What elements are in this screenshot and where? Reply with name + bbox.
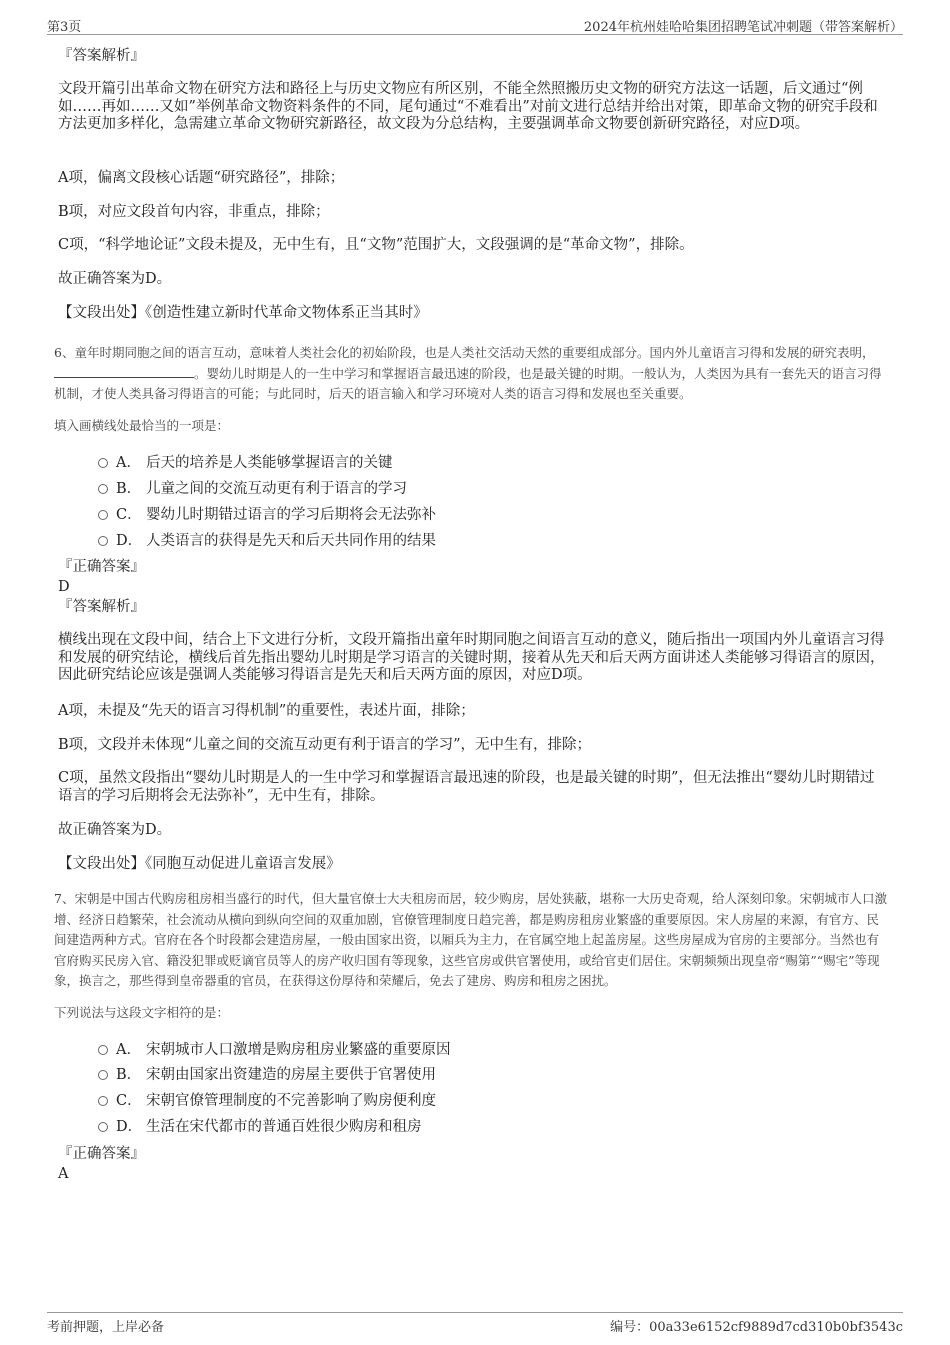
q6-option-c-analysis: C项，虽然文段指出“婴幼儿时期是人的一生中学习和掌握语言最迅速的阶段，也是最关键的时期”，但无法推出“婴幼儿时期错过语言的学习后期将会无法弥补”，无中生有，排除。 [58, 770, 875, 804]
q6-option-d[interactable]: D． 人类语言的获得是先天和后天共同作用的结果 [98, 532, 436, 550]
radio-icon[interactable] [98, 1045, 108, 1055]
q6-prompt: 填入画横线处最恰当的一项是： [54, 418, 230, 433]
q6-answer: D [58, 579, 70, 595]
radio-icon[interactable] [98, 458, 108, 468]
radio-icon[interactable] [98, 1122, 108, 1132]
q6-fill-blank [54, 365, 194, 378]
q7-stem: 7、宋朝是中国古代购房租房相当盛行的时代，但大量官僚士大夫租房而居，较少购房，居处狭蔽，堪称一大历史奇观，给人深刻印象。宋朝城市人口激增、经济日趋繁荣，社会流动从横向到纵向空间的双重加剧，官僚管理制度日趋完善，都是购房租房业繁盛的重要原因。宋人房屋的来源，有官方、民间建造两种方式。官府在各个时段都会建造房屋，一般由国家出资，以厢兵为主力，在官属空地上起盖房屋。这些房屋成为官房的主要部分。当然也有官府购买民房入官、籍没犯罪或贬谪官员等人的房产收归国有等现象，这些官房或供官署使用，或给官吏们居住。宋朝频频出现皇帝“赐第”“赐宅”等现象，换言之，那些得到皇帝器重的官员，在获得这份厚待和荣耀后，免去了建房、购房和租房之困扰。 [54, 891, 887, 988]
q6-option-a-analysis: A项，未提及“先天的语言习得机制”的重要性，表述片面，排除； [58, 703, 475, 719]
q7-answer: A [58, 1166, 69, 1182]
page-footer [47, 1312, 903, 1337]
footer-serial: 编号：00a33e6152cf9889d7cd310b0bf3543c [610, 1320, 903, 1335]
q6-stem-part1: 6、童年时期同胞之间的语言互动，意味着人类社会化的初始阶段，也是人类社交活动天然的重要组成部分。国内外儿童语言习得和发展的研究表明， [54, 345, 875, 360]
footer-slogan: 考前押题，上岸必备 [47, 1320, 165, 1335]
q6-conclusion: 故正确答案为D。 [58, 822, 172, 838]
q5-conclusion: 故正确答案为D。 [58, 271, 172, 287]
q5-source: 【文段出处】《创造性建立新时代革命文物体系正当其时》 [58, 305, 428, 321]
q6-option-b-analysis: B项，文段并未体现“儿童之间的交流互动更有利于语言的学习”，无中生有，排除； [58, 737, 591, 753]
page-number: 第3页 [47, 20, 82, 35]
q7-option-c[interactable]: C． 宋朝官僚管理制度的不完善影响了购房便利度 [98, 1092, 436, 1110]
q5-option-a-analysis: A项，偏离文段核心话题“研究路径”，排除； [58, 170, 345, 186]
radio-icon[interactable] [98, 1070, 108, 1080]
q6-option-b[interactable]: B． 儿童之间的交流互动更有利于语言的学习 [98, 480, 407, 498]
q7-option-a[interactable]: A． 宋朝城市人口激增是购房租房业繁盛的重要原因 [98, 1041, 451, 1059]
q7-option-d[interactable]: D． 生活在宋代都市的普通百姓很少购房和租房 [98, 1118, 422, 1136]
radio-icon[interactable] [98, 1096, 108, 1106]
q5-analysis-label: 『答案解析』 [58, 48, 145, 64]
q6-stem [54, 343, 890, 405]
q6-analysis: 横线出现在文段中间，结合上下文进行分析，文段开篇指出童年时期同胞之间语言互动的意义，随后指出一项国内外儿童语言习得和发展的研究结论，横线后首先指出婴幼儿时期是学习语言的关键时期，接着从先天和后天两方面讲述人类能够习得语言的原因，因此研究结论应该是强调人类能够习得语言是先天和后天两方面的原因，对应D项。 [58, 632, 885, 683]
q6-option-c[interactable]: C． 婴幼儿时期错过语言的学习后期将会无法弥补 [98, 506, 436, 524]
radio-icon[interactable] [98, 510, 108, 520]
q5-analysis: 文段开篇引出革命文物在研究方法和路径上与历史文物应有所区别，不能全然照搬历史文物的研究方法这一话题，后文通过“例如……再如……又如”举例革命文物资料条件的不同，尾句通过“不难看出”对前文进行总结并给出对策，即革命文物的研究手段和方法更加多样化，急需建立革命文物研究新路径，故文段为分总结构，主要强调革命文物要创新研究路径，对应D项。 [58, 81, 878, 132]
q6-source: 【文段出处】《同胞互动促进儿童语言发展》 [58, 856, 341, 872]
q6-answer-label: 『正确答案』 [58, 559, 145, 575]
document-title: 2024年杭州娃哈哈集团招聘笔试冲刺题（带答案解析） [583, 20, 903, 35]
radio-icon[interactable] [98, 484, 108, 494]
q6-analysis-label: 『答案解析』 [58, 599, 145, 615]
q6-option-a[interactable]: A． 后天的培养是人类能够掌握语言的关键 [98, 454, 393, 472]
q6-stem-part2: 。婴幼儿时期是人的一生中学习和掌握语言最迅速的阶段，也是最关键的时期。一般认为，人类因为具有一套先天的语言习得机制，才使人类具备习得语言的可能；与此同时，后天的语言输入和学习环境对人类的语言习得和发展也至关重要。 [54, 365, 882, 401]
q7-prompt: 下列说法与这段文字相符的是： [54, 1005, 230, 1020]
q7-option-b[interactable]: B． 宋朝由国家出资建造的房屋主要供于官署使用 [98, 1066, 436, 1084]
page-header [47, 14, 903, 35]
radio-icon[interactable] [98, 536, 108, 546]
q5-option-c-analysis: C项，“科学地论证”文段未提及，无中生有，且“文物”范围扩大，文段强调的是“革命文物”，排除。 [58, 237, 694, 253]
q5-option-b-analysis: B项，对应文段首句内容，非重点，排除； [58, 204, 330, 220]
q7-answer-label: 『正确答案』 [58, 1146, 145, 1162]
